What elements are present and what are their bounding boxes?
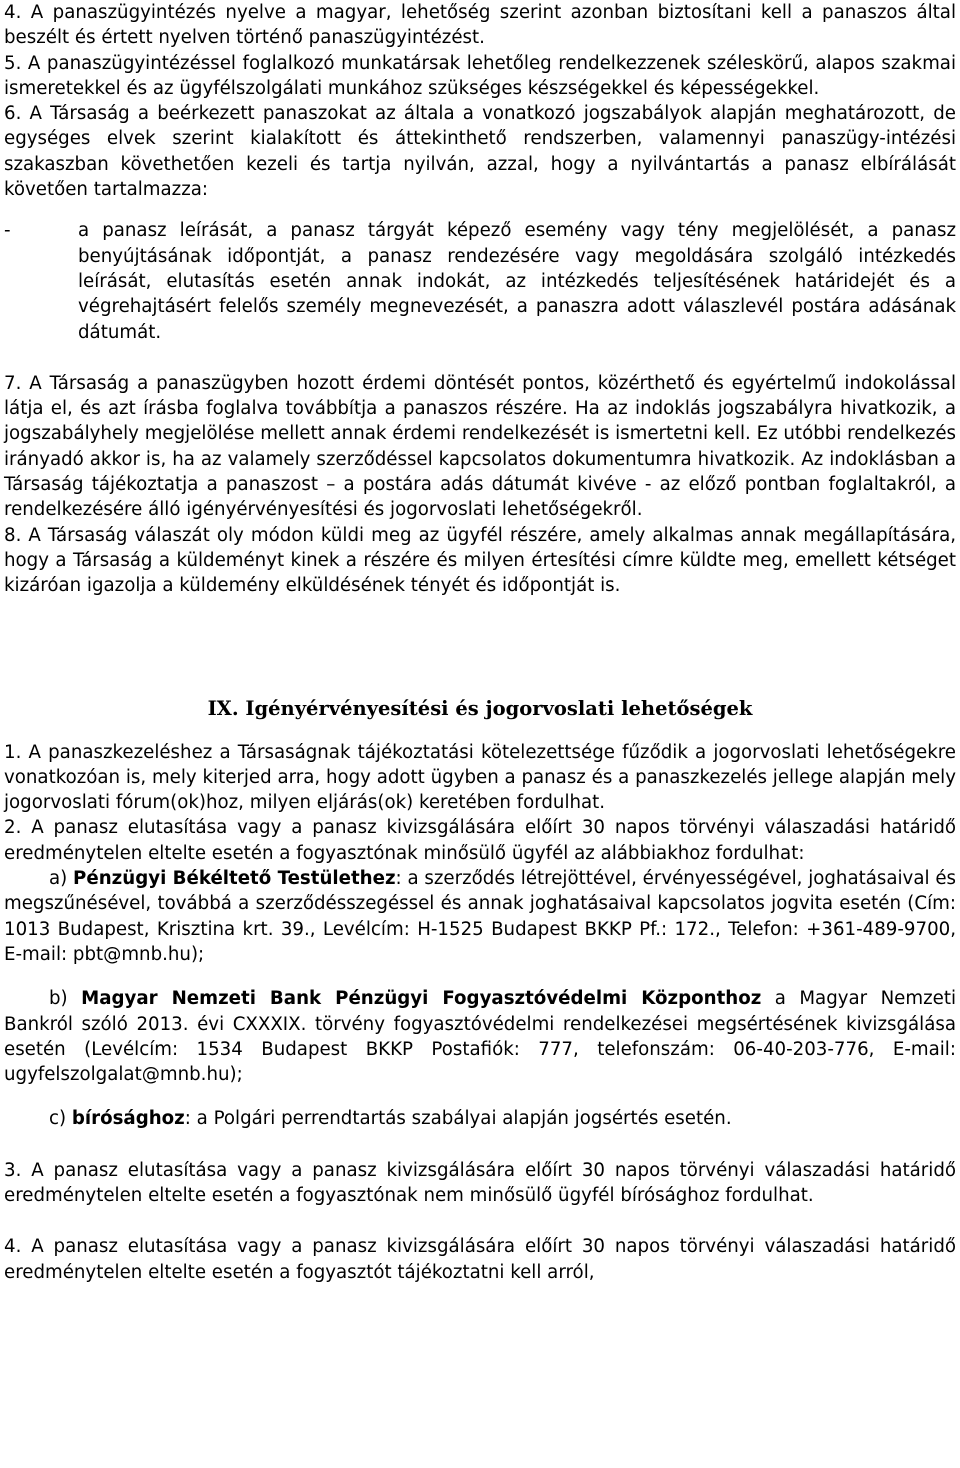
- option-b-prefix: b): [49, 988, 82, 1010]
- section-paragraph-4: 4. A panasz elutasítása vagy a panasz kivizsgálására előírt 30 napos törvényi válaszadási határidő eredménytelen eltelte esetén a fogyasztót tájékoztatni kell arról,: [4, 1236, 956, 1283]
- option-a: [4, 866, 956, 967]
- section-paragraph-2: 2. A panasz elutasítása vagy a panasz kivizsgálására előírt 30 napos törvényi válaszadási határidő eredménytelen eltelte esetén a fogyasztónak minősülő ügyfél az alábbiakhoz fordulhat:: [4, 817, 956, 864]
- option-c-prefix: c): [49, 1108, 72, 1130]
- option-a-text: : a szerződés létrejöttével, érvényességével, joghatásaival és megszűnésével, továbbá a szerződésszegéssel és annak joghatásaival kapcsolatos jogvita esetén (Cím: 1013 Budapest, Krisztina krt. 39., Levélcím: H-1525 Budapest BKKP Pf.: 172., Telefon: +361-489-9700, E-mail: pbt@mnb.hu);: [4, 868, 956, 965]
- paragraph-8: 8. A Társaság válaszát oly módon küldi meg az ügyfél részére, amely alkalmas annak megállapítására, hogy a Társaság a küldeményt kinek a részére és milyen értesítési címre küldte meg, emellett kétséget kizáróan igazolja a küldemény elküldésének tényét és időpontját is.: [4, 524, 956, 597]
- option-c: [4, 1106, 956, 1131]
- document-page: [4, 0, 956, 1285]
- record-content-text: a panasz leírását, a panasz tárgyát képező esemény vagy tény megjelölését, a panasz benyújtásának időpontját, a panasz rendezésére vagy megoldására szolgáló intézkedés leírását, elutasítás esetén annak indokát, az intézkedés teljesítésének határidejét és a végrehajtásért felelős személy megnevezését, a panaszra adott válaszlevél postára adásának dátumát.: [78, 220, 956, 343]
- option-b-text: a Magyar Nemzeti Bankról szóló 2013. évi CXXXIX. törvény fogyasztóvédelmi rendelkezései megsértésének kivizsgálása esetén (Levélcím: 1534 Budapest BKKP Postafiók: 777, telefonszám: 06-40-203-776, E-mail: ugyfelszolgalat@mnb.hu);: [4, 988, 957, 1086]
- paragraph-5: 5. A panaszügyintézéssel foglalkozó munkatársak lehetőleg rendelkezzenek széleskörű, alapos szakmai ismeretekkel és az ügyfélszolgálati munkához szükséges készségekkel és képességekkel.: [4, 52, 956, 99]
- option-c-title: bírósághoz: [71, 1108, 185, 1130]
- section-heading: IX. Igényérvényesítési és jogorvoslati lehetőségek: [207, 696, 753, 720]
- section-paragraph-1: 1. A panaszkezeléshez a Társaságnak tájékoztatási kötelezettsége fűződik a jogorvoslati lehetőségekre vonatkozóan is, mely kiterjed arra, hogy adott ügyben a panasz és a panaszkezelés jellege alapján mely jogorvoslati fórum(ok)hoz, milyen eljárás(ok) keretében fordulhat.: [4, 741, 956, 814]
- section-paragraph-3: 3. A panasz elutasítása vagy a panasz kivizsgálására előírt 30 napos törvényi válaszadási határidő eredménytelen eltelte esetén a fogyasztónak nem minősülő ügyfél bírósághoz fordulhat.: [4, 1159, 956, 1206]
- option-a-title: Pénzügyi Békéltető Testülethez: [73, 868, 396, 890]
- paragraph-4: 4. A panaszügyintézés nyelve a magyar, lehetőség szerint azonban biztosítani kell a panaszos által beszélt és értett nyelven történő panaszügyintézést.: [4, 2, 956, 49]
- option-b: [4, 986, 956, 1087]
- option-b-title: Magyar Nemzeti Bank Pénzügyi Fogyasztóvédelmi Központhoz: [81, 988, 762, 1010]
- option-c-text: : a Polgári perrendtartás szabályai alapján jogsértés esetén.: [184, 1108, 732, 1130]
- paragraph-7: 7. A Társaság a panaszügyben hozott érdemi döntését pontos, közérthető és egyértelmű indokolással látja el, és azt írásba foglalva továbbítja a panaszos részére. Ha az indoklás jogszabályra hivatkozik, a jogszabályhely megjelölése mellett annak érdemi rendelkezését is ismertetni kell. Ez utóbbi rendelkezés irányadó akkor is, ha az valamely szerződéssel kapcsolatos dokumentumra hivatkozik. Az indoklásban a Társaság tájékoztatja a panaszost – a postára adás dátumát kivéve - az előző pontban foglaltakról, a rendelkezésére álló igényérvényesítési és jogorvoslati lehetőségekről.: [4, 372, 956, 521]
- list-dash: -: [4, 220, 11, 242]
- option-a-prefix: a): [49, 868, 74, 890]
- paragraph-6: 6. A Társaság a beérkezett panaszokat az általa a vonatkozó jogszabályok alapján meghatározott, de egységes elvek szerint kialakított és áttekinthető rendszerben, valamennyi panaszügy-intézési szakaszban követhetően kezeli és tartja nyilván, azzal, hogy a nyilvántartás a panasz elbírálását követően tartalmazza:: [4, 103, 956, 201]
- record-content-list-item: [4, 218, 956, 344]
